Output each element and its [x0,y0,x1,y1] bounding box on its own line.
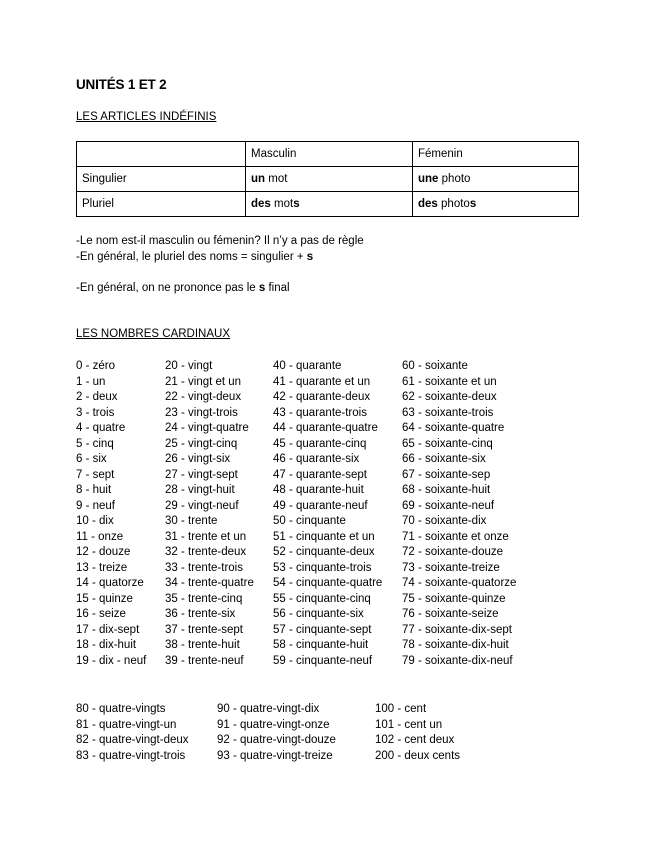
number-item: 59 - cinquante-neuf [273,654,373,667]
table-cell [246,167,413,192]
noun-text: photo [437,198,470,210]
number-item: 28 - vingt-huit [165,484,235,496]
noun-text: mot [265,173,288,185]
row-label: Pluriel [77,192,246,217]
number-item: 46 - quarante-six [273,453,360,465]
number-item: 47 - quarante-sept [273,468,367,481]
number-item: 76 - soixante-seize [402,608,499,620]
number-item: 90 - quatre-vingt-dix [217,703,320,715]
number-item: 4 - quatre [76,422,126,434]
number-item: 57 - cinquante-sept [273,623,372,636]
number-item: 48 - quarante-huit [273,484,364,496]
number-item: 45 - quarante-cinq [273,437,367,450]
number-item: 32 - trente-deux [165,546,247,558]
number-item: 72 - soixante-douze [402,546,504,558]
number-item: 2 - deux [76,391,118,403]
number-item: 55 - cinquante-cinq [273,592,371,605]
number-item: 81 - quatre-vingt-un [76,718,177,731]
note-text: final [265,282,290,294]
number-item: 70 - soixante-dix [402,515,487,527]
noun-text: mot [270,198,294,210]
number-item: 30 - trente [165,515,218,527]
note-bold: s [258,282,266,294]
number-item: 23 - vingt-trois [165,406,238,419]
number-item: 36 - trente-six [165,608,236,620]
number-item: 58 - cinquante-huit [273,639,369,651]
number-item: 63 - soixante-trois [402,406,494,419]
plural-ending: s [293,198,300,210]
number-item: 38 - trente-huit [165,639,240,651]
number-item: 18 - dix-huit [76,639,137,651]
number-item: 54 - cinquante-quatre [273,577,383,589]
number-item: 77 - soixante-dix-sept [402,623,512,636]
number-item: 5 - cinq [76,437,114,450]
number-item: 65 - soixante-cinq [402,437,493,450]
table-header-row [77,142,579,167]
number-item: 49 - quarante-neuf [273,499,368,512]
number-item: 22 - vingt-deux [165,391,242,403]
article-bold: un [251,173,266,185]
number-item: 60 - soixante [402,360,468,372]
page-title: UNITÉS 1 ET 2 [76,77,167,92]
number-item: 3 - trois [76,406,115,419]
number-item: 21 - vingt et un [165,375,242,388]
number-item: 52 - cinquante-deux [273,546,375,558]
number-item: 62 - soixante-deux [402,391,497,403]
number-item: 12 - douze [76,546,131,558]
number-item: 61 - soixante et un [402,375,497,388]
note-text: -En général, le pluriel des noms = singulier + [76,251,307,263]
number-item: 20 - vingt [165,360,213,372]
number-item: 29 - vingt-neuf [165,499,239,512]
articles-heading: LES ARTICLES INDÉFINIS [76,111,217,123]
number-item: 8 - huit [76,484,112,496]
number-item: 34 - trente-quatre [165,577,254,589]
number-item: 6 - six [76,453,107,465]
number-item: 68 - soixante-huit [402,484,491,496]
number-item: 24 - vingt-quatre [165,422,249,434]
table-header-cell: Fémenin [413,142,579,167]
number-item: 39 - trente-neuf [165,654,244,667]
number-item: 44 - quarante-quatre [273,422,378,434]
number-item: 53 - cinquante-trois [273,561,372,574]
numbers-heading: LES NOMBRES CARDINAUX [76,328,231,340]
number-item: 66 - soixante-six [402,453,486,465]
number-item: 10 - dix [76,515,114,527]
number-item: 9 - neuf [76,499,115,512]
article-bold: une [418,173,439,185]
note-plural [76,251,313,263]
table-header-cell: Masculin [246,142,413,167]
table-cell [413,167,579,192]
note-text: -En général, on ne prononce pas le [76,282,259,294]
number-item: 100 - cent [375,703,427,715]
number-item: 64 - soixante-quatre [402,422,505,434]
number-item: 78 - soixante-dix-huit [402,639,509,651]
number-item: 75 - soixante-quinze [402,592,506,605]
number-item: 26 - vingt-six [165,453,231,465]
number-item: 42 - quarante-deux [273,391,371,403]
number-item: 17 - dix-sept [76,623,140,636]
number-item: 74 - soixante-quatorze [402,577,517,589]
number-item: 19 - dix - neuf [76,654,147,667]
table-row [77,192,579,217]
number-item: 200 - deux cents [375,750,461,763]
note-pronunciation [76,282,290,294]
table-cell [413,192,579,217]
number-item: 92 - quatre-vingt-douze [217,734,336,747]
number-item: 50 - cinquante [273,515,346,527]
number-item: 93 - quatre-vingt-treize [217,750,333,763]
number-item: 7 - sept [76,468,115,481]
number-item: 14 - quatorze [76,577,144,589]
number-item: 56 - cinquante-six [273,608,364,620]
number-item: 67 - soixante-sep [402,468,491,481]
number-item: 91 - quatre-vingt-onze [217,718,330,731]
number-item: 37 - trente-sept [165,623,243,636]
number-item: 1 - un [76,375,106,388]
noun-text: photo [438,173,471,185]
number-item: 35 - trente-cinq [165,592,243,605]
number-item: 16 - seize [76,608,126,620]
number-item: 41 - quarante et un [273,375,371,388]
number-item: 11 - onze [76,530,124,543]
number-item: 13 - treize [76,561,128,574]
plural-ending: s [469,198,477,210]
number-item: 80 - quatre-vingts [76,703,166,715]
number-item: 69 - soixante-neuf [402,499,495,512]
number-item: 71 - soixante et onze [402,530,509,543]
number-item: 15 - quinze [76,592,133,605]
number-item: 25 - vingt-cinq [165,437,238,450]
number-item: 31 - trente et un [165,530,247,543]
row-label: Singulier [77,167,246,192]
number-item: 0 - zéro [76,360,115,372]
table-cell [246,192,413,217]
note-bold: s [306,251,314,263]
number-item: 83 - quatre-vingt-trois [76,750,186,763]
table-row [77,167,579,192]
number-item: 101 - cent un [375,718,443,731]
number-item: 102 - cent deux [375,734,455,747]
article-bold: des [418,198,438,210]
number-item: 43 - quarante-trois [273,406,367,419]
number-item: 51 - cinquante et un [273,530,375,543]
number-item: 33 - trente-trois [165,561,243,574]
number-item: 73 - soixante-treize [402,561,500,574]
number-item: 40 - quarante [273,360,342,372]
article-bold: des [251,198,271,210]
table-header-cell [77,142,246,167]
number-item: 82 - quatre-vingt-deux [76,734,189,747]
number-item: 79 - soixante-dix-neuf [402,654,513,667]
number-item: 27 - vingt-sept [165,468,238,481]
articles-table [76,141,579,217]
note-gender: -Le nom est-il masculin ou fémenin? Il n’y a pas de règle [76,235,364,247]
